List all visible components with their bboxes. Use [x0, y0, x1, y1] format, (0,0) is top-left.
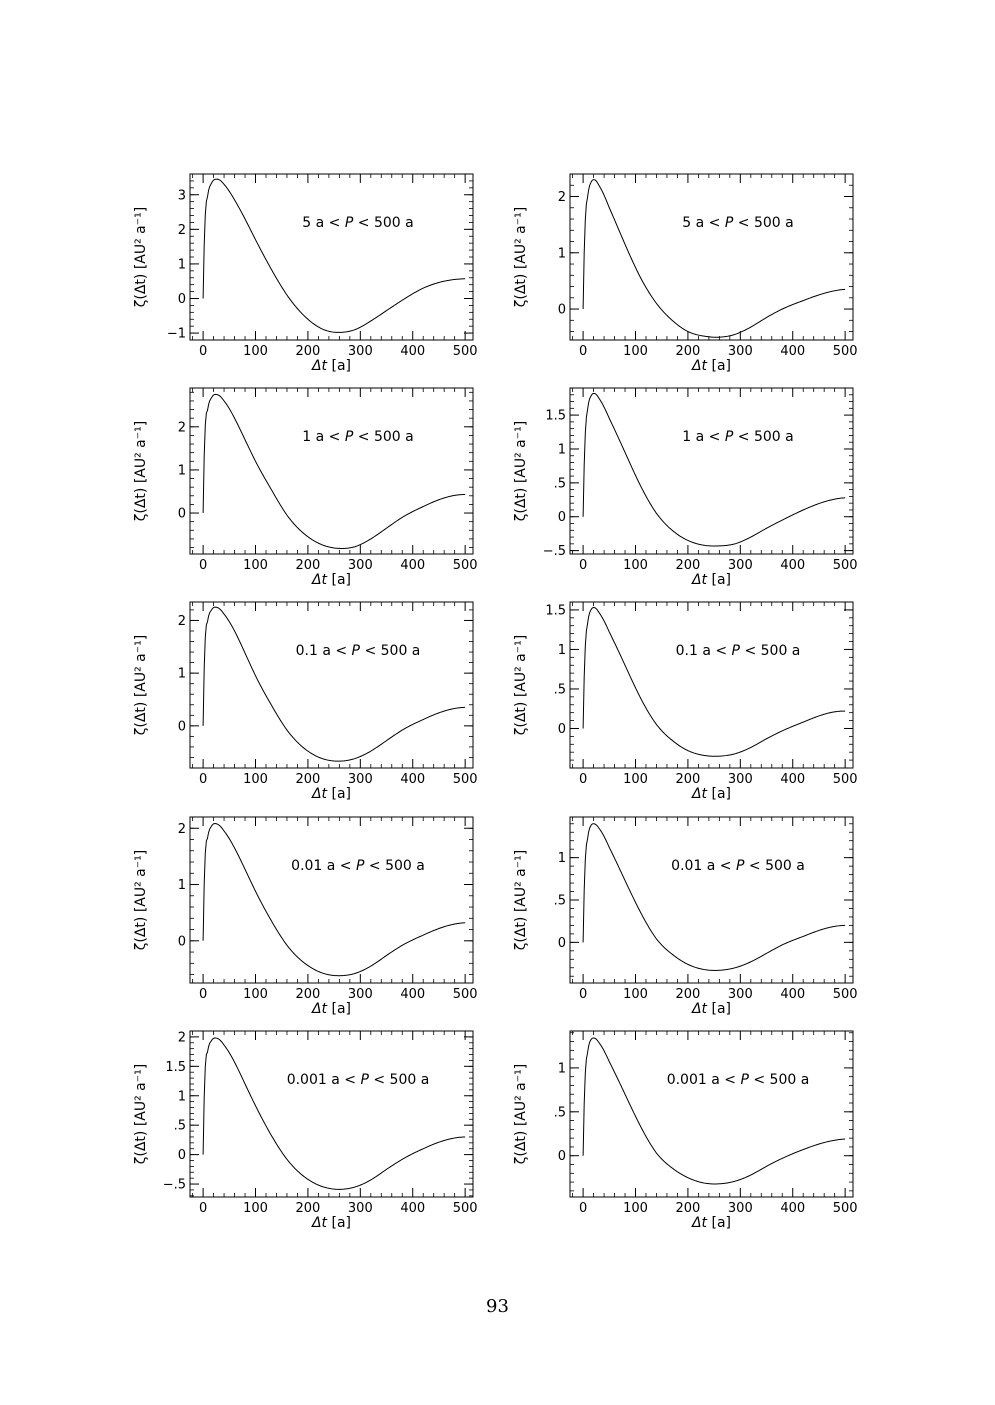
x-axis-label-unit: [a] [711, 786, 732, 802]
x-tick-label: 0 [198, 987, 208, 1002]
series-line [583, 824, 845, 971]
x-tick-label: 400 [400, 1201, 426, 1216]
annotation-part: P [340, 215, 354, 231]
annotation-part: 500 a [376, 643, 421, 659]
x-tick-label: 100 [243, 1201, 268, 1216]
x-tick-label: 500 [832, 987, 858, 1002]
panel-annotation [682, 215, 793, 231]
x-tick-label: 100 [623, 987, 648, 1002]
x-tick-label: 100 [623, 344, 648, 359]
y-tick-label: 1 [177, 463, 186, 479]
plot-frame [570, 1031, 853, 1197]
x-tick-label: 0 [198, 344, 208, 359]
x-tick-label: 300 [347, 558, 373, 573]
annotation-part: 500 a [765, 1072, 810, 1088]
y-axis-label: ζ(Δt) [AU² a⁻¹] [513, 849, 529, 951]
annotation-part: 1 a [302, 429, 325, 445]
x-tick-label: 500 [452, 344, 478, 359]
x-axis-label [311, 1001, 351, 1017]
annotation-part: 0.01 a [291, 858, 336, 874]
series-line [203, 607, 465, 761]
plot-frame [570, 388, 853, 554]
chart-panel-8 [513, 817, 858, 1017]
x-tick-label: 300 [347, 772, 373, 787]
x-tick-label: 300 [727, 772, 753, 787]
x-axis-label [691, 358, 731, 374]
x-tick-label: 100 [243, 558, 268, 573]
y-tick-label: 1 [177, 257, 186, 273]
x-tick-label: 200 [295, 558, 321, 573]
x-tick-label: 200 [295, 344, 321, 359]
x-tick-label: 0 [198, 558, 208, 573]
annotation-part: 5 a [302, 215, 325, 231]
annotation-part: P [736, 1072, 749, 1088]
annotation-part: 0.01 a [671, 858, 716, 874]
annotation-part: < [719, 1072, 736, 1088]
page-number: 93 [486, 1296, 509, 1317]
x-axis-label-unit: [a] [711, 1215, 732, 1231]
annotation-part: < [704, 429, 721, 445]
x-tick-label: 400 [400, 772, 426, 787]
x-tick-label: 200 [675, 772, 701, 787]
plot-frame [570, 602, 853, 768]
annotation-part: 500 a [760, 858, 805, 874]
chart-panel-10 [513, 1031, 858, 1231]
y-tick-label: 2 [557, 190, 566, 206]
x-tick-label: 500 [452, 987, 478, 1002]
y-tick-label: .5 [553, 682, 566, 698]
y-tick-label: .5 [553, 1105, 566, 1121]
x-tick-label: 0 [578, 344, 588, 359]
y-tick-label: 1.5 [545, 603, 566, 619]
y-axis-label: ζ(Δt) [AU² a⁻¹] [513, 1063, 529, 1165]
series-line [203, 1038, 465, 1189]
y-axis-label: ζ(Δt) [AU² a⁻¹] [513, 634, 529, 736]
annotation-part: < [335, 858, 352, 874]
chart-panel-2 [513, 174, 858, 374]
y-tick-label: 0 [177, 1148, 186, 1164]
x-tick-label: 300 [727, 558, 753, 573]
annotation-part: < [324, 429, 341, 445]
annotation-part: < [324, 215, 341, 231]
annotation-part: P [347, 643, 360, 659]
chart-panel-4 [513, 388, 858, 588]
x-tick-label: 400 [780, 1201, 806, 1216]
annotation-part: 500 a [369, 429, 414, 445]
y-tick-label: 0 [557, 510, 566, 526]
x-tick-label: 0 [198, 772, 208, 787]
x-axis-label-unit: [a] [331, 572, 352, 588]
x-axis-label-symbol: Δt [311, 358, 332, 374]
x-tick-label: 100 [623, 772, 648, 787]
x-axis-label-unit: [a] [331, 1001, 352, 1017]
annotation-part: 500 a [749, 429, 794, 445]
annotation-part: P [720, 215, 734, 231]
x-axis-label [311, 358, 351, 374]
series-line [203, 394, 465, 548]
panel-annotation [667, 1072, 810, 1088]
y-tick-label: .5 [553, 893, 566, 909]
annotation-part: < [710, 643, 728, 659]
y-tick-label: 2 [177, 821, 186, 837]
x-tick-label: 0 [578, 1201, 588, 1216]
panel-annotation [682, 429, 793, 445]
x-tick-label: 200 [295, 1201, 321, 1216]
panel-annotation [291, 858, 425, 874]
y-tick-label: 1 [177, 666, 186, 682]
annotation-part: P [720, 429, 734, 445]
annotation-part: 500 a [380, 858, 425, 874]
annotation-part: < [368, 1072, 386, 1088]
panel-annotation [671, 858, 805, 874]
y-tick-label: −1 [166, 326, 186, 342]
x-tick-label: 0 [578, 987, 588, 1002]
y-tick-label: 0 [177, 292, 186, 307]
y-tick-label: 2 [177, 420, 186, 436]
annotation-part: < [353, 215, 370, 231]
x-tick-label: 200 [675, 987, 701, 1002]
annotation-part: < [364, 858, 381, 874]
x-axis-label [691, 1215, 731, 1231]
annotation-part: < [744, 858, 761, 874]
x-tick-label: 500 [452, 558, 478, 573]
x-axis-label [691, 786, 731, 802]
y-tick-label: 0 [557, 302, 566, 318]
x-tick-label: 400 [400, 344, 426, 359]
x-tick-label: 400 [400, 987, 426, 1002]
x-axis-label-symbol: Δt [311, 1215, 332, 1231]
y-axis-label: ζ(Δt) [AU² a⁻¹] [133, 849, 149, 951]
annotation-part: 1 a [682, 429, 705, 445]
chart-panel-3 [133, 388, 478, 588]
x-tick-label: 400 [780, 558, 806, 573]
annotation-part: < [733, 215, 750, 231]
y-tick-label: 0 [557, 721, 566, 737]
x-axis-label [691, 1001, 731, 1017]
panel-annotation [296, 643, 421, 659]
x-tick-label: 100 [243, 772, 268, 787]
y-tick-label: 1.5 [165, 1059, 186, 1075]
y-tick-label: 1 [557, 642, 566, 658]
annotation-part: P [351, 858, 365, 874]
y-tick-label: 2 [177, 1030, 186, 1046]
x-axis-label-symbol: Δt [691, 572, 712, 588]
y-tick-label: 1.5 [545, 408, 566, 424]
y-tick-label: .5 [553, 476, 566, 492]
x-tick-label: 400 [400, 558, 426, 573]
x-tick-label: 100 [243, 344, 268, 359]
x-tick-label: 300 [727, 344, 753, 359]
x-axis-label [311, 786, 351, 802]
y-axis-label: ζ(Δt) [AU² a⁻¹] [133, 634, 149, 736]
annotation-part: < [748, 1072, 766, 1088]
x-tick-label: 200 [675, 344, 701, 359]
x-tick-label: 500 [452, 1201, 478, 1216]
y-axis-label: ζ(Δt) [AU² a⁻¹] [133, 206, 149, 308]
y-tick-label: 1 [177, 1089, 186, 1105]
y-tick-label: .5 [173, 1118, 186, 1134]
annotation-part: P [727, 643, 740, 659]
y-tick-label: 0 [177, 934, 186, 950]
y-tick-label: 2 [177, 222, 186, 238]
annotation-part: < [330, 643, 348, 659]
series-line [203, 179, 465, 332]
x-axis-label-unit: [a] [331, 358, 352, 374]
series-line [583, 608, 845, 757]
panel-annotation [676, 643, 801, 659]
y-tick-label: 1 [557, 1061, 566, 1077]
y-axis-label: ζ(Δt) [AU² a⁻¹] [513, 206, 529, 308]
annotation-part: 500 a [369, 215, 414, 231]
x-axis-label-unit: [a] [331, 1215, 352, 1231]
annotation-part: 500 a [749, 215, 794, 231]
y-tick-label: −.5 [162, 1177, 186, 1193]
x-axis-label-symbol: Δt [691, 358, 712, 374]
x-axis-label-unit: [a] [711, 358, 732, 374]
x-axis-label-symbol: Δt [691, 1215, 712, 1231]
annotation-part: 500 a [756, 643, 801, 659]
plot-frame [190, 388, 473, 554]
x-axis-label [691, 572, 731, 588]
x-tick-label: 500 [832, 558, 858, 573]
series-line [583, 393, 845, 546]
panel-annotation [287, 1072, 430, 1088]
x-axis-label-unit: [a] [711, 572, 732, 588]
y-tick-label: 2 [177, 613, 186, 629]
x-tick-label: 300 [347, 344, 373, 359]
x-tick-label: 500 [832, 772, 858, 787]
x-axis-label-unit: [a] [331, 786, 352, 802]
series-line [583, 180, 845, 338]
x-tick-label: 500 [832, 344, 858, 359]
series-line [203, 823, 465, 975]
x-tick-label: 100 [623, 1201, 648, 1216]
annotation-part: 0.1 a [675, 643, 711, 659]
y-tick-label: 1 [557, 851, 566, 867]
x-axis-label-symbol: Δt [311, 786, 332, 802]
annotation-part: < [715, 858, 732, 874]
annotation-part: 0.001 a [286, 1072, 340, 1088]
annotation-part: < [353, 429, 370, 445]
series-line [583, 1038, 845, 1184]
y-tick-label: 1 [177, 878, 186, 894]
chart-panel-5 [133, 602, 478, 802]
y-axis-label: ζ(Δt) [AU² a⁻¹] [133, 1063, 149, 1165]
y-tick-label: 1 [557, 246, 566, 262]
annotation-part: < [360, 643, 377, 659]
chart-panel-9 [133, 1030, 478, 1231]
panel-annotation [302, 429, 413, 445]
annotation-part: 500 a [385, 1072, 430, 1088]
annotation-part: < [733, 429, 750, 445]
x-tick-label: 200 [675, 1201, 701, 1216]
plot-frame [570, 174, 853, 340]
y-tick-label: 3 [177, 188, 186, 204]
y-tick-label: 0 [177, 506, 186, 522]
annotation-part: 0.001 a [666, 1072, 720, 1088]
y-tick-label: 0 [177, 719, 186, 735]
x-tick-label: 500 [832, 1201, 858, 1216]
x-axis-label-symbol: Δt [311, 1001, 332, 1017]
x-tick-label: 0 [578, 558, 588, 573]
x-axis-label-symbol: Δt [691, 786, 712, 802]
y-tick-label: 0 [557, 935, 566, 951]
chart-panel-7 [133, 817, 478, 1017]
y-tick-label: −.5 [542, 544, 566, 560]
chart-panel-1 [133, 174, 478, 374]
annotation-part: < [339, 1072, 356, 1088]
annotation-part: < [740, 643, 757, 659]
x-tick-label: 100 [623, 558, 648, 573]
plot-frame [190, 1031, 473, 1197]
x-tick-label: 100 [243, 987, 268, 1002]
x-tick-label: 0 [578, 772, 588, 787]
x-tick-label: 200 [295, 987, 321, 1002]
x-axis-label-symbol: Δt [311, 572, 332, 588]
x-tick-label: 0 [198, 1201, 208, 1216]
panel-annotation [302, 215, 413, 231]
x-tick-label: 400 [780, 344, 806, 359]
annotation-part: 0.1 a [295, 643, 331, 659]
annotation-part: P [356, 1072, 369, 1088]
x-axis-label-unit: [a] [711, 1001, 732, 1017]
plot-frame [190, 174, 473, 340]
x-tick-label: 300 [727, 1201, 753, 1216]
x-tick-label: 400 [780, 772, 806, 787]
x-tick-label: 400 [780, 987, 806, 1002]
x-tick-label: 300 [347, 1201, 373, 1216]
chart-panel-6 [513, 602, 858, 802]
x-tick-label: 300 [727, 987, 753, 1002]
plot-frame [570, 817, 853, 983]
x-axis-label-symbol: Δt [691, 1001, 712, 1017]
x-tick-label: 500 [452, 772, 478, 787]
x-tick-label: 200 [675, 558, 701, 573]
x-tick-label: 200 [295, 772, 321, 787]
x-axis-label [311, 1215, 351, 1231]
annotation-part: < [704, 215, 721, 231]
y-axis-label: ζ(Δt) [AU² a⁻¹] [133, 420, 149, 522]
annotation-part: P [340, 429, 354, 445]
y-axis-label: ζ(Δt) [AU² a⁻¹] [513, 420, 529, 522]
y-tick-label: 0 [557, 1149, 566, 1165]
x-tick-label: 300 [347, 987, 373, 1002]
annotation-part: 5 a [682, 215, 705, 231]
annotation-part: P [731, 858, 745, 874]
y-tick-label: 1 [557, 442, 566, 458]
plot-frame [190, 817, 473, 983]
x-axis-label [311, 572, 351, 588]
